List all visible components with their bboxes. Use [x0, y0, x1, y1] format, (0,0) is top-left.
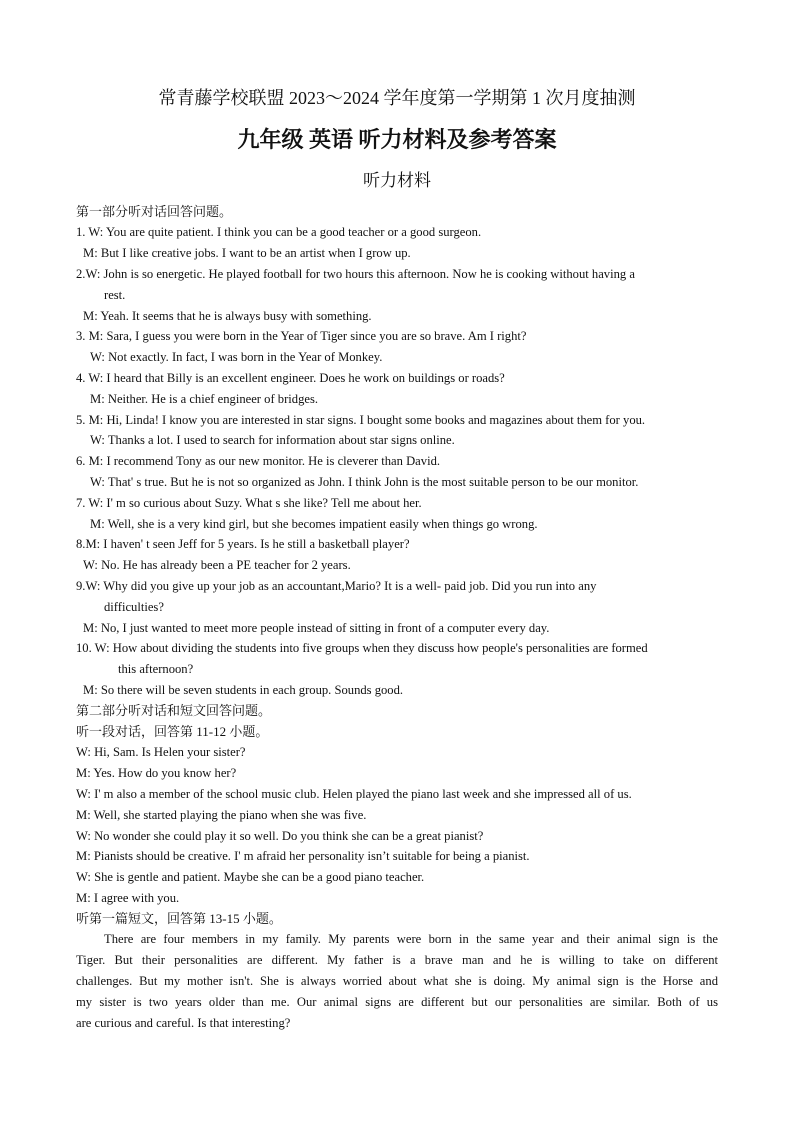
document-title: 常青藤学校联盟 2023～2024 学年度第一学期第 1 次月度抽测: [158, 88, 636, 108]
dialogue-line: W: She is gentle and patient. Maybe she can be a good piano teacher.: [76, 870, 425, 885]
dialogue-line: 2.W: John is so energetic. He played football for two hours this afternoon. Now he is cooking without having a: [76, 266, 635, 281]
dialogue-line: M: But I like creative jobs. I want to be an artist when I grow up.: [83, 246, 411, 261]
dialogue-line: M: Yes. How do you know her?: [76, 766, 237, 781]
dialogue-line: M: No, I just wanted to meet more people instead of sitting in front of a computer every day.: [83, 620, 550, 635]
dialogue-line: 8.M: I haven' t seen Jeff for 5 years. Is he still a basketball player?: [76, 537, 410, 552]
dialogue-intro: 听一段对话，回答第 11-12 小题。: [76, 723, 269, 739]
dialogue-line: 10. W: How about dividing the students into five groups when they discuss how people's personalities are formed: [76, 641, 648, 656]
passage-line: challenges. But my mother isn't. She is always worried about what she is doing. My animal sign is the Horse and: [76, 974, 718, 989]
passage-line: There are four members in my family. My parents were born in the same year and their animal sign is the: [104, 932, 718, 947]
dialogue-line: 9.W: Why did you give up your job as an accountant,Mario? It is a well- paid job. Did you run into any: [76, 578, 597, 593]
dialogue-line: 1. W: You are quite patient. I think you can be a good teacher or a good surgeon.: [76, 225, 482, 240]
dialogue-line: 5. M: Hi, Linda! I know you are interested in star signs. I bought some books and magazines about them for you.: [76, 412, 646, 427]
dialogue-line: M: Yeah. It seems that he is always busy with something.: [83, 308, 372, 323]
dialogue-line: M: Neither. He is a chief engineer of bridges.: [90, 391, 319, 406]
passage-line: are curious and careful. Is that interesting?: [76, 1015, 291, 1030]
passage-line: Tiger. But their personalities are different. My father is a brave man and he is willing to take on different: [76, 953, 718, 968]
dialogue-line: W: That' s true. But he is not so organized as John. I think John is the most suitable person to be our monitor.: [90, 474, 639, 489]
dialogue-line: M: Well, she started playing the piano when she was five.: [76, 807, 367, 822]
listening-material: [76, 202, 718, 1034]
dialogue-line: 3. M: Sara, I guess you were born in the Year of Tiger since you are so brave. Am I right?: [76, 329, 527, 344]
dialogue-line: W: Thanks a lot. I used to search for information about star signs online.: [90, 433, 455, 448]
dialogue-line-continued: this afternoon?: [118, 662, 194, 677]
dialogue-line-continued: difficulties?: [104, 599, 164, 614]
passage-intro: 听第一篇短文，回答第 13-15 小题。: [76, 910, 282, 926]
dialogue-line: W: No wonder she could play it so well. Do you think she can be a great pianist?: [76, 828, 484, 843]
dialogue-line: W: Not exactly. In fact, I was born in the Year of Monkey.: [90, 350, 383, 365]
dialogue-line-continued: rest.: [104, 287, 126, 302]
dialogue-line: M: Well, she is a very kind girl, but she becomes impatient easily when things go wrong.: [90, 516, 538, 531]
dialogue-line: 6. M: I recommend Tony as our new monitor. He is cleverer than David.: [76, 454, 441, 469]
dialogue-line: M: So there will be seven students in each group. Sounds good.: [83, 682, 404, 697]
passage-line: my sister is two years older than me. Our animal signs are different but our personalities are similar. Both of us: [76, 994, 718, 1009]
dialogue-line: M: I agree with you.: [76, 890, 180, 905]
part1-heading: 第一部分听对话回答问题。: [76, 203, 233, 219]
dialogue-line: 7. W: I' m so curious about Suzy. What s she like? Tell me about her.: [76, 495, 422, 510]
dialogue-line: W: I' m also a member of the school music club. Helen played the piano last week and she impressed all of us.: [76, 786, 632, 801]
dialogue-line: W: No. He has already been a PE teacher for 2 years.: [83, 558, 351, 573]
dialogue-line: W: Hi, Sam. Is Helen your sister?: [76, 745, 246, 760]
dialogue-line: 4. W: I heard that Billy is an excellent engineer. Does he work on buildings or roads?: [76, 370, 505, 385]
section-title: 听力材料: [363, 171, 431, 190]
part2-heading: 第二部分听对话和短文回答问题。: [76, 702, 272, 718]
document-subtitle: 九年级 英语 听力材料及参考答案: [237, 127, 557, 152]
dialogue-line: M: Pianists should be creative. I' m afraid her personality isn’t suitable for being a pianist.: [76, 849, 530, 864]
